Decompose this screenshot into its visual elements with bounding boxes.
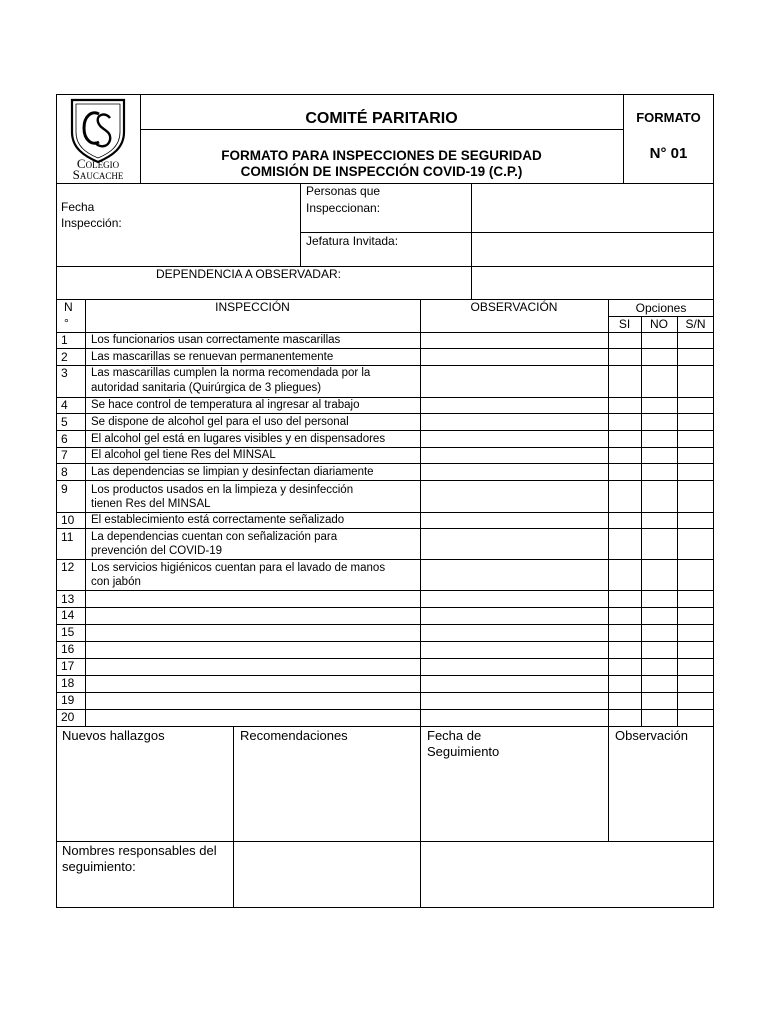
row-number: 3 [61,366,68,380]
form-title-line2: COMISIÓN DE INSPECCIÓN COVID-19 (C.P.) [240,164,523,179]
dependencia-label: DEPENDENCIA A OBSERVADAR: [156,267,341,281]
logo-text-line1: Colegio [76,156,120,171]
opt-si-header: SI [618,317,631,331]
divider [56,430,714,431]
dependencia-field[interactable] [473,268,712,298]
opt-no-header: NO [650,317,668,331]
col-n-header: N [64,300,73,314]
row-item-text: Se hace control de temperatura al ingresar al trabajo [91,399,360,411]
row-item-text-2: tienen Res del MINSAL [91,498,211,510]
row-number: 1 [61,333,68,347]
nuevos-hallazgos-label: Nuevos hallazgos [62,728,165,743]
row-item-text: El alcohol gel está en lugares visibles y en dispensadores [91,433,386,445]
col-inspeccion-header: INSPECCIÓN [215,300,290,314]
row-item-text: La dependencias cuentan con señalización para [91,531,338,543]
row-item-text-2: autoridad sanitaria (Quirúrgica de 3 pliegues) [91,382,322,394]
row-number: 12 [61,560,75,574]
divider [56,528,714,529]
fecha-seguimiento-label-2: Seguimiento [427,744,500,759]
col-observacion-header: OBSERVACIÓN [470,300,558,314]
divider [233,726,234,907]
divider [56,709,714,710]
committee-title: COMITÉ PARITARIO [305,110,458,127]
fecha-seguimiento-label: Fecha de [427,728,482,743]
divider [608,299,609,841]
logo-text-line2: Saucache [72,167,124,182]
divider [641,316,642,726]
divider [140,129,623,130]
row-item-text: Las dependencias se limpian y desinfectan diariamente [91,466,374,478]
row-item-text: Se dispone de alcohol gel para el uso del personal [91,416,349,428]
row-item-text-2: con jabón [91,576,141,588]
divider [56,365,714,366]
formato-label: FORMATO [636,110,701,125]
row-number: 7 [61,448,68,462]
divider [56,726,714,727]
responsables-label-2: seguimiento: [62,859,136,874]
row-number: 18 [61,676,75,690]
divider [56,641,714,642]
divider [56,348,714,349]
divider [56,607,714,608]
divider [56,413,714,414]
divider [56,559,714,560]
divider [56,512,714,513]
divider [300,232,714,233]
divider [677,316,678,726]
row-number: 2 [61,350,68,364]
form-number: N° 01 [649,145,688,162]
row-number: 19 [61,693,75,707]
row-number: 16 [61,642,75,656]
row-item-text: Las mascarillas se renuevan permanentemente [91,351,334,363]
fecha-inspeccion-label-2: Inspección: [61,216,122,230]
row-number: 17 [61,659,75,673]
personas-field[interactable] [473,185,712,231]
divider [56,480,714,481]
fecha-inspeccion-field[interactable] [140,186,298,262]
opt-sn-header: S/N [685,317,706,331]
divider [56,841,714,842]
row-item-text: Los productos usados en la limpieza y desinfección [91,484,354,496]
row-number: 14 [61,608,75,622]
fecha-inspeccion-label: Fecha [61,200,95,214]
form-title-line1: FORMATO PARA INSPECCIONES DE SEGURIDAD [221,148,542,163]
divider [56,658,714,659]
row-number: 20 [61,710,75,724]
responsables-field[interactable] [235,843,712,906]
row-item-text: Los funcionarios usan correctamente mascarillas [91,334,341,346]
row-number: 4 [61,398,68,412]
divider [56,624,714,625]
row-number: 13 [61,592,75,606]
col-n-header-2: ° [64,316,69,330]
row-item-text: El establecimiento está correctamente señalizado [91,514,345,526]
divider [56,332,714,333]
divider [56,463,714,464]
row-number: 6 [61,432,68,446]
row-item-text: El alcohol gel tiene Res del MINSAL [91,449,276,461]
jefatura-label: Jefatura Invitada: [306,234,399,248]
row-item-text: Las mascarillas cumplen la norma recomendada por la [91,367,371,379]
row-number: 5 [61,415,68,429]
personas-label: Personas que [306,184,381,198]
observacion-label: Observación [615,728,688,743]
recomendaciones-label: Recomendaciones [240,728,348,743]
row-number: 11 [61,530,74,544]
divider [420,299,421,907]
responsables-label: Nombres responsables del [62,843,217,858]
divider [56,590,714,591]
divider [623,94,624,183]
divider [56,397,714,398]
school-logo [58,96,138,182]
divider [56,266,714,267]
row-number: 9 [61,482,68,496]
row-number: 8 [61,465,68,479]
row-item-text: Los servicios higiénicos cuentan para el lavado de manos [91,562,386,574]
row-number: 10 [61,513,75,527]
divider [300,183,301,266]
divider [56,447,714,448]
jefatura-field[interactable] [473,234,712,265]
divider [471,183,472,299]
row-item-text-2: prevención del COVID-19 [91,545,223,557]
divider [56,183,714,184]
personas-label-2: Inspeccionan: [306,201,381,215]
row-number: 15 [61,625,75,639]
divider [56,675,714,676]
divider [56,692,714,693]
col-opciones-header: Opciones [635,301,687,315]
